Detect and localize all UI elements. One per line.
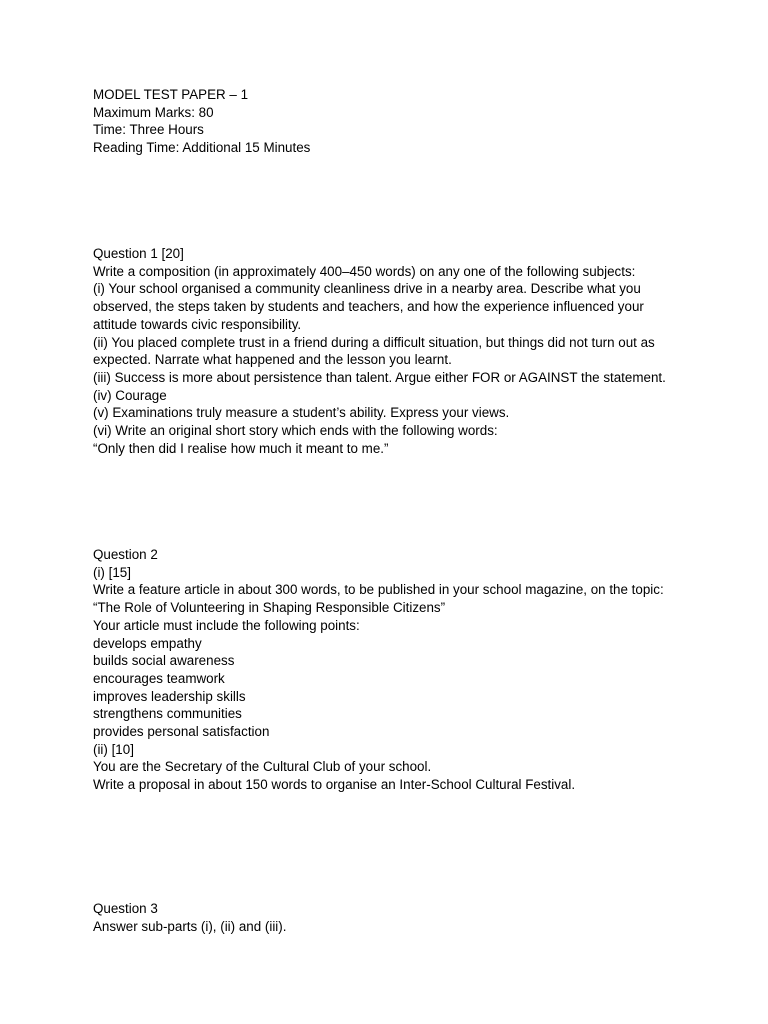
question-2-point: improves leadership skills	[93, 688, 246, 704]
question-3-instruction: Answer sub-parts (i), (ii) and (iii).	[93, 918, 287, 934]
question-2-points-intro: Your article must include the following points:	[93, 617, 360, 633]
question-2-heading: Question 2	[93, 547, 158, 562]
question-2-part-ii-instruction: Write a proposal in about 150 words to organise an Inter-School Cultural Festival.	[93, 777, 576, 793]
paper-header	[93, 86, 683, 157]
question-1-instruction: Write a composition (in approximately 400–450 words) on any one of the following subjects:	[93, 263, 636, 279]
question-2-point: provides personal satisfaction	[93, 724, 270, 740]
question-1-option-ii: (ii) You placed complete trust in a friend during a difficult situation, but things did not turn out as expected. Narrate what happened and the lesson you learnt.	[93, 334, 655, 368]
question-2-part-ii-context: You are the Secretary of the Cultural Club of your school.	[93, 759, 432, 775]
question-2-point: strengthens communities	[93, 706, 242, 722]
question-2-part-i-topic: “The Role of Volunteering in Shaping Responsible Citizens”	[93, 600, 446, 616]
question-1-option-iv: (iv) Courage	[93, 387, 167, 403]
question-1-heading: Question 1 [20]	[93, 246, 184, 261]
question-1-option-v: (v) Examinations truly measure a student’s ability. Express your views.	[93, 405, 510, 421]
maximum-marks: Maximum Marks: 80	[93, 104, 214, 120]
question-2-part-i-instruction: Write a feature article in about 300 words, to be published in your school magazine, on the topic:	[93, 582, 664, 598]
time-allowed: Time: Three Hours	[93, 122, 204, 138]
question-2-point: develops empathy	[93, 635, 202, 651]
question-1	[93, 245, 683, 457]
question-2-part-i-marks: (i) [15]	[93, 564, 131, 580]
question-1-option-vi-quote: “Only then did I realise how much it meant to me.”	[93, 440, 389, 456]
reading-time: Reading Time: Additional 15 Minutes	[93, 140, 311, 156]
question-2-point: builds social awareness	[93, 653, 235, 669]
question-3	[93, 900, 683, 935]
question-2-point: encourages teamwork	[93, 670, 225, 686]
question-1-option-i: (i) Your school organised a community cleanliness drive in a nearby area. Describe what you observed, the steps taken by students and teachers, and how the experience influenced your attitude towards civic responsibility.	[93, 281, 644, 332]
paper-title: MODEL TEST PAPER – 1	[93, 87, 249, 102]
question-2	[93, 546, 683, 794]
question-3-heading: Question 3	[93, 901, 158, 916]
question-1-option-vi: (vi) Write an original short story which ends with the following words:	[93, 423, 498, 439]
question-1-option-iii: (iii) Success is more about persistence than talent. Argue either FOR or AGAINST the statement.	[93, 369, 666, 385]
question-2-part-ii-marks: (ii) [10]	[93, 741, 134, 757]
